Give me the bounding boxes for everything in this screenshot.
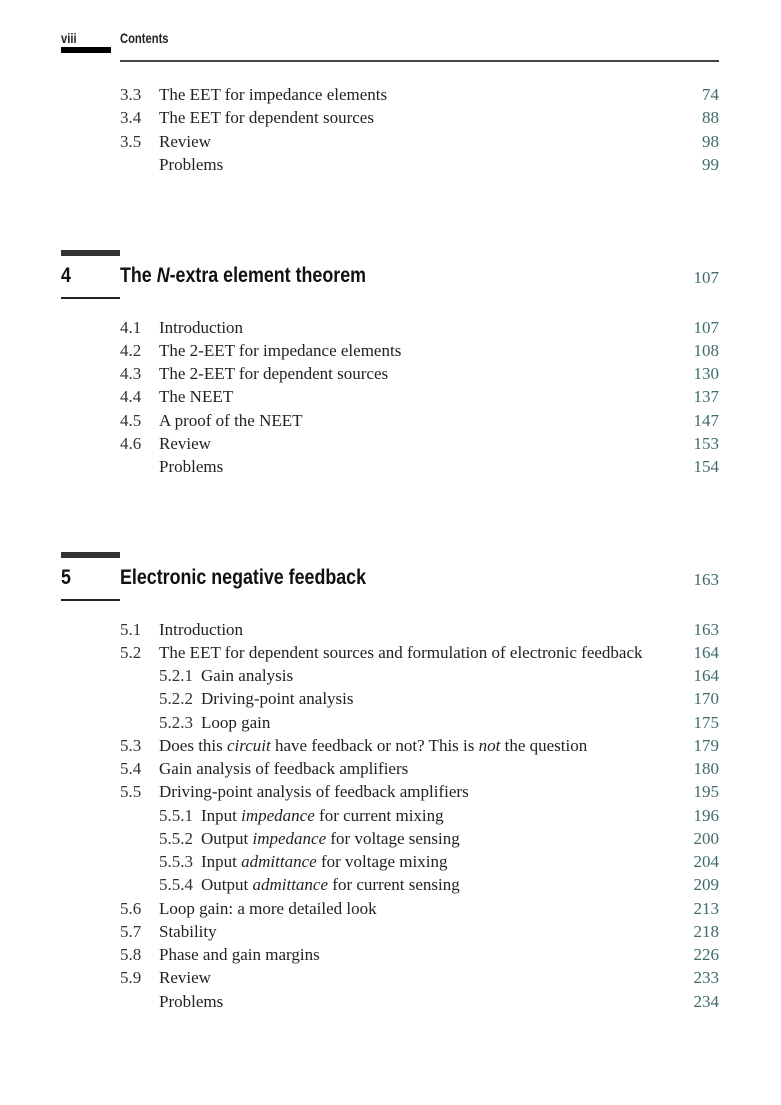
entry-title-link[interactable]: [159, 153, 223, 176]
toc-entry[interactable]: [0, 734, 781, 757]
title-segment: impedance: [252, 828, 327, 848]
title-segment: Phase and gain margins: [159, 945, 320, 964]
title-segment: admittance: [252, 875, 329, 895]
header-bar: [61, 47, 111, 53]
entry-page-link[interactable]: 108: [693, 340, 719, 360]
title-segment: Driving-point analysis of feedback amplifiers: [159, 782, 469, 802]
running-title: Contents: [120, 30, 169, 46]
title-segment: The 2-EET for impedance elements: [159, 340, 402, 360]
entry-title-link[interactable]: [201, 687, 354, 710]
entry-number: 4.2: [120, 340, 142, 360]
title-segment: for current sensing: [328, 875, 460, 895]
entry-page-link[interactable]: 175: [693, 712, 719, 732]
title-segment: The 2-EET for dependent sources: [159, 364, 389, 383]
toc-entry[interactable]: [0, 130, 781, 153]
entry-page-link[interactable]: 164: [693, 666, 719, 685]
chapter-title-link[interactable]: [120, 264, 366, 288]
entry-page-link[interactable]: 195: [693, 782, 719, 802]
title-segment: Introduction: [159, 619, 244, 639]
title-segment: Review: [159, 131, 211, 151]
title-segment: for voltage mixing: [316, 852, 448, 871]
entry-title-link[interactable]: [159, 990, 223, 1013]
entry-title-link[interactable]: [159, 641, 643, 664]
entry-number: 5.2.1: [159, 666, 193, 685]
entry-page-link[interactable]: 163: [693, 619, 719, 639]
entry-page-link[interactable]: 213: [693, 898, 719, 918]
entry-page-link[interactable]: 147: [693, 410, 719, 430]
entry-number: 5.5.3: [159, 852, 193, 871]
chapter-underline: [61, 599, 120, 601]
title-segment: Loop gain: [201, 712, 271, 732]
toc-entry[interactable]: [0, 804, 781, 827]
title-segment: for current mixing: [314, 805, 444, 825]
entry-page-link[interactable]: 153: [693, 433, 719, 453]
entry-title-link[interactable]: [159, 734, 587, 757]
title-segment: the question: [500, 735, 588, 755]
toc-entry[interactable]: [0, 432, 781, 455]
toc-entry[interactable]: [0, 83, 781, 106]
header-rule: [120, 60, 719, 62]
title-segment: not: [478, 735, 501, 755]
toc-entry[interactable]: [0, 757, 781, 780]
entry-title-link[interactable]: [159, 757, 408, 780]
entry-title-link[interactable]: [159, 362, 388, 385]
title-segment: N: [156, 264, 170, 287]
entry-number: 5.5.2: [159, 828, 193, 848]
toc-entry[interactable]: [0, 990, 781, 1013]
chapter-bar: [61, 552, 120, 558]
toc-entry[interactable]: [0, 827, 781, 850]
entry-number: 4.5: [120, 410, 142, 430]
entry-number: 5.9: [120, 968, 142, 988]
toc-entry[interactable]: [0, 966, 781, 989]
toc-entry[interactable]: [0, 641, 781, 664]
toc-entry[interactable]: [0, 316, 781, 339]
title-segment: Output: [201, 875, 253, 895]
entry-number: 5.6: [120, 898, 142, 918]
entry-number: 5.5.4: [159, 875, 193, 895]
title-segment: Problems: [159, 154, 224, 174]
entry-page-link[interactable]: 107: [693, 317, 719, 337]
entry-number: 5.2: [120, 642, 142, 662]
title-segment: impedance: [241, 805, 315, 825]
entry-title-link[interactable]: [201, 827, 460, 850]
chapter-page-link[interactable]: 107: [693, 268, 719, 287]
entry-page-link[interactable]: 209: [693, 875, 719, 895]
entry-title-link[interactable]: [159, 618, 243, 641]
entry-page-link[interactable]: 137: [693, 387, 719, 407]
toc-entry[interactable]: [0, 780, 781, 803]
entry-number: 3.5: [120, 131, 142, 151]
entry-title-link[interactable]: [159, 432, 211, 455]
entry-number: 4.6: [120, 433, 142, 453]
title-segment: -extra element theorem: [169, 264, 367, 287]
toc-entry[interactable]: [0, 873, 781, 896]
chapter-title-link[interactable]: [120, 566, 366, 590]
chapter-bar: [61, 250, 120, 256]
page-number: viii: [61, 30, 77, 46]
title-segment: Gain analysis: [201, 666, 294, 685]
toc-entry[interactable]: [0, 943, 781, 966]
entry-page-link[interactable]: 196: [693, 805, 719, 825]
chapter-page-link[interactable]: 163: [693, 570, 719, 589]
entry-number: 3.3: [120, 85, 142, 104]
chapter-number: 4: [61, 264, 71, 287]
entry-title-link[interactable]: [201, 711, 270, 734]
entry-page-link[interactable]: 88: [702, 108, 719, 128]
toc-entry[interactable]: [0, 362, 781, 385]
entry-title-link[interactable]: [201, 850, 447, 873]
entry-title-link[interactable]: [201, 664, 293, 687]
entry-page-link[interactable]: 98: [702, 131, 719, 151]
toc-entry[interactable]: [0, 920, 781, 943]
toc-entry[interactable]: [0, 385, 781, 408]
entry-page-link[interactable]: 170: [693, 689, 719, 709]
entry-title-link[interactable]: [159, 455, 223, 478]
title-segment: Input: [201, 805, 242, 825]
entry-title-link[interactable]: [159, 106, 374, 129]
title-segment: circuit: [227, 735, 271, 755]
toc-entry[interactable]: [0, 711, 781, 734]
entry-title-link[interactable]: [159, 385, 233, 408]
toc-entry[interactable]: [0, 106, 781, 129]
entry-page-link[interactable]: 74: [702, 85, 719, 104]
entry-number: 5.1: [120, 619, 142, 639]
entry-page-link[interactable]: 200: [693, 828, 719, 848]
entry-title-link[interactable]: [159, 83, 387, 106]
title-segment: A proof of the NEET: [159, 410, 303, 430]
entry-page-link[interactable]: 233: [693, 968, 719, 988]
title-segment: Review: [159, 433, 211, 453]
toc-entry[interactable]: [0, 455, 781, 478]
entry-number: 5.5.1: [159, 805, 193, 825]
entry-title-link[interactable]: [159, 920, 217, 943]
title-segment: Introduction: [159, 317, 244, 337]
chapter-number: 5: [61, 566, 71, 589]
toc-entry[interactable]: [0, 618, 781, 641]
entry-title-link[interactable]: [159, 130, 211, 153]
title-segment: Loop gain: a more detailed look: [159, 898, 377, 918]
entry-title-link[interactable]: [159, 780, 469, 803]
title-segment: Stability: [159, 921, 217, 941]
title-segment: Problems: [159, 457, 224, 476]
entry-number: 3.4: [120, 108, 142, 128]
entry-title-link[interactable]: [159, 966, 211, 989]
title-segment: The: [120, 264, 157, 287]
title-segment: have feedback or not? This is: [270, 735, 479, 755]
entry-title-link[interactable]: [201, 804, 444, 827]
toc-entry[interactable]: [0, 897, 781, 920]
entry-number: 4.1: [120, 317, 142, 337]
title-segment: Gain analysis of feedback amplifiers: [159, 759, 409, 778]
title-segment: The EET for impedance elements: [159, 85, 388, 104]
entry-page-link[interactable]: 164: [693, 642, 719, 662]
entry-title-link[interactable]: [159, 409, 303, 432]
entry-page-link[interactable]: 179: [693, 735, 719, 755]
entry-number: 5.8: [120, 945, 142, 964]
title-segment: Driving-point analysis: [201, 689, 354, 709]
entry-number: 5.4: [120, 759, 142, 778]
entry-title-link[interactable]: [159, 339, 401, 362]
title-segment: The EET for dependent sources and formulation of electronic feedback: [159, 642, 643, 662]
toc-entry[interactable]: [0, 153, 781, 176]
title-segment: Output: [201, 828, 253, 848]
chapter-underline: [61, 297, 120, 299]
title-segment: Problems: [159, 991, 224, 1011]
entry-page-link[interactable]: 234: [693, 991, 719, 1011]
entry-number: 5.7: [120, 921, 142, 941]
title-segment: Input: [201, 852, 242, 871]
toc-entry[interactable]: [0, 664, 781, 687]
entry-number: 5.2.2: [159, 689, 193, 709]
toc-entry[interactable]: [0, 409, 781, 432]
title-segment: The NEET: [159, 387, 234, 407]
entry-number: 5.5: [120, 782, 142, 802]
toc-entry[interactable]: [0, 687, 781, 710]
entry-page-link[interactable]: 218: [693, 921, 719, 941]
toc-entry[interactable]: [0, 339, 781, 362]
entry-page-link[interactable]: 180: [693, 759, 719, 778]
entry-title-link[interactable]: [201, 873, 460, 896]
entry-number: 5.2.3: [159, 712, 193, 732]
title-segment: Review: [159, 968, 211, 988]
title-segment: admittance: [241, 852, 317, 871]
entry-number: 5.3: [120, 735, 142, 755]
toc-entry[interactable]: [0, 850, 781, 873]
title-segment: Electronic negative feedback: [120, 566, 367, 589]
title-segment: Does this: [159, 735, 227, 755]
title-segment: for voltage sensing: [326, 828, 460, 848]
entry-title-link[interactable]: [159, 897, 377, 920]
entry-number: 4.3: [120, 364, 142, 383]
title-segment: The EET for dependent sources: [159, 108, 374, 128]
entry-title-link[interactable]: [159, 943, 320, 966]
entry-page-link[interactable]: 204: [693, 852, 719, 871]
entry-page-link[interactable]: 99: [702, 154, 719, 174]
entry-page-link[interactable]: 154: [693, 457, 719, 476]
entry-page-link[interactable]: 130: [693, 364, 719, 383]
entry-number: 4.4: [120, 387, 142, 407]
entry-title-link[interactable]: [159, 316, 243, 339]
entry-page-link[interactable]: 226: [693, 945, 719, 964]
